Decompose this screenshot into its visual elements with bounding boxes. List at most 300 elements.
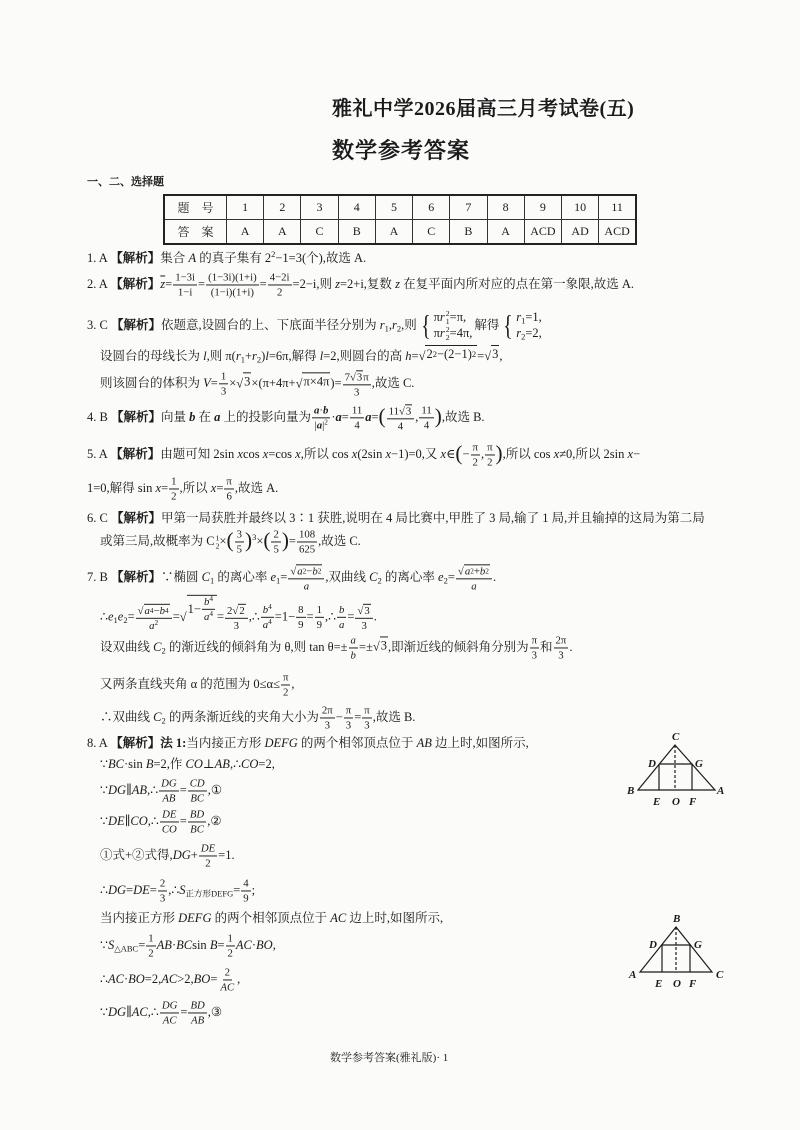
text-run: ,故选 C. (371, 375, 415, 390)
text-run: 的两个相邻顶点位于 (211, 910, 331, 925)
text-run: 【解析】法 1: (110, 735, 187, 750)
text-run: l (203, 348, 207, 363)
text-run: = (180, 1004, 188, 1019)
math-den (349, 649, 358, 662)
text-run: 由题可知 2sin (160, 446, 238, 461)
text-run: b (479, 565, 486, 578)
math-num (188, 808, 206, 822)
text-run: = (138, 937, 146, 952)
text-run: = (126, 882, 134, 897)
math-sq (138, 603, 170, 617)
text-run: ∴ (100, 609, 108, 624)
text-run: b (203, 595, 210, 608)
text-run: 1. A (87, 250, 111, 265)
label-vertex: A (717, 785, 725, 797)
text-run: a (203, 610, 210, 623)
label-vertex: D (648, 758, 656, 770)
math-frac (387, 403, 415, 432)
text-run: 2 (215, 541, 220, 550)
text-run: b (323, 404, 329, 417)
text-run: 2 (159, 877, 166, 890)
text-run: a (335, 409, 342, 424)
solution-8-line-2 (100, 756, 275, 772)
text-run: = (149, 882, 157, 897)
text-run: B (209, 937, 218, 952)
math-b (110, 736, 186, 750)
math-frac (224, 475, 233, 502)
text-run: AC (220, 981, 235, 994)
text-run: = (210, 971, 218, 986)
text-run: ,故选 A. (234, 480, 279, 495)
solution-8-line-8 (100, 932, 276, 959)
text-run: 依题意,设圆台的上、下底面半径分别为 (160, 317, 380, 332)
math-frac (315, 604, 324, 631)
math-frac (456, 563, 492, 592)
text-run: ∴双曲线 (100, 709, 154, 724)
math-num (235, 528, 244, 542)
text-run: ,所以 (179, 480, 211, 495)
text-run: 3 (233, 620, 240, 633)
text-run: 向量 (160, 409, 190, 424)
text-run: 的两个相邻顶点位于 (297, 735, 417, 750)
text-run: (1−3i)(1+i) (208, 271, 257, 284)
text-run: , (291, 676, 295, 691)
math-b (111, 318, 161, 332)
text-run: · (251, 937, 257, 952)
solution-7-line-2 (100, 594, 377, 632)
text-run: DG (161, 999, 178, 1012)
math-den (235, 543, 244, 556)
text-run: 在复平面内所对应的点在第一象限,故选 A. (399, 276, 634, 291)
text-run: 2 (239, 604, 245, 617)
math-frac (199, 842, 217, 869)
solution-8-line-6 (100, 877, 255, 904)
text-run: AC (161, 971, 178, 986)
math-i (190, 824, 204, 836)
math-frac (261, 601, 274, 632)
text-run: BD (190, 999, 205, 1012)
text-run: BO (128, 971, 145, 986)
label-vertex: B (627, 785, 635, 797)
text-run: · (123, 971, 129, 986)
math-b (110, 447, 160, 461)
text-run: AC (131, 1004, 148, 1019)
text-run: , (499, 348, 503, 363)
text-run: 的两条渐近线的夹角大小为 (165, 709, 319, 724)
math-rad (187, 595, 217, 623)
math-i (128, 972, 145, 986)
text-run: π (363, 371, 369, 384)
text-run: 2 (485, 566, 489, 576)
math-i (203, 376, 211, 390)
text-run: =2, (525, 326, 542, 340)
math-rsign (296, 377, 303, 390)
text-run: − (153, 604, 160, 617)
math-i (264, 736, 297, 750)
text-run: · (171, 937, 177, 952)
math-bcol (516, 310, 542, 341)
text-run: 集合 (160, 250, 189, 265)
text-run: 6. C (87, 510, 111, 525)
math-num (281, 671, 290, 685)
text-run: r (516, 326, 522, 340)
text-run: = (179, 813, 187, 828)
math-i (190, 999, 204, 1011)
text-run: 6 (226, 490, 232, 503)
math-sq (290, 563, 322, 577)
text-run: 1 (276, 575, 281, 586)
text-run: AB (131, 782, 148, 797)
question-number-cell: 8 (487, 195, 524, 220)
math-num (241, 877, 250, 891)
label-vertex: C (672, 731, 680, 743)
text-run: =cos (268, 446, 296, 461)
math-frac (218, 966, 236, 993)
text-run: 9 (316, 619, 322, 632)
text-run: × (256, 533, 264, 548)
math-num (206, 271, 259, 285)
solution-6-line-1 (87, 510, 705, 526)
math-num (349, 634, 358, 648)
math-rad (363, 604, 370, 617)
text-run: 2 (224, 966, 230, 979)
text-run: 边上时,如图所示, (346, 910, 444, 925)
math-sub (114, 943, 138, 953)
text-run: · (319, 404, 323, 417)
text-run: 2 (154, 618, 159, 628)
math-frac (281, 671, 290, 698)
math-i (339, 604, 344, 616)
math-brow (516, 310, 542, 326)
math-den (241, 892, 250, 905)
math-sq (232, 603, 245, 617)
text-run: 当内接正方形 (100, 910, 179, 925)
text-run: ,所以 cos (502, 446, 554, 461)
math-num (188, 777, 207, 791)
text-run: a (350, 634, 356, 647)
math-frac (296, 604, 305, 631)
math-frac (271, 528, 280, 555)
text-run: 4 (243, 877, 249, 890)
text-run: , (272, 937, 276, 952)
text-run: a (314, 404, 320, 417)
math-num (387, 403, 415, 419)
text-run: 【解析】 (110, 250, 161, 265)
math-rad (380, 636, 388, 653)
text-run: = (477, 348, 485, 363)
text-run: 2 (161, 645, 166, 656)
text-run: 5 (236, 543, 242, 556)
text-run: ·sin (123, 756, 146, 771)
text-run: ( (455, 441, 463, 466)
text-run: 2 (432, 349, 437, 360)
text-run: =4π, (449, 326, 473, 340)
math-sup (209, 609, 213, 618)
text-run: l (319, 348, 324, 363)
text-run: 3 (380, 638, 387, 653)
text-run: sin (192, 937, 210, 952)
text-run: = (161, 480, 169, 495)
text-run: ,则 (401, 317, 417, 332)
solution-8-line-5 (100, 842, 235, 869)
text-run: 2 (302, 566, 307, 576)
text-run: a (316, 419, 323, 432)
math-frac (343, 369, 371, 398)
text-run: a (214, 409, 221, 424)
text-run: 设双曲线 (100, 639, 154, 654)
text-run: C (201, 569, 210, 584)
triangle-figure-1 (620, 725, 730, 810)
text-run: = (288, 533, 296, 548)
math-frac (226, 932, 235, 959)
text-run: cos (242, 446, 263, 461)
text-run: = (216, 480, 224, 495)
text-run: x (385, 446, 392, 461)
text-run: 11 (388, 405, 399, 418)
text-run: + (190, 847, 198, 862)
text-run: 2 (205, 857, 211, 870)
text-run: △ABC (114, 943, 139, 954)
math-i (351, 634, 356, 646)
math-den (297, 543, 317, 556)
text-run: 4 (268, 616, 272, 626)
text-run: 4−2i (269, 271, 290, 284)
math-i (133, 883, 150, 897)
text-run: , (237, 971, 241, 986)
math-num (223, 966, 232, 980)
text-run: + (473, 565, 480, 578)
math-num (288, 563, 324, 579)
text-run: π (364, 704, 370, 717)
text-run: 1 (113, 614, 118, 625)
math-frac (350, 404, 364, 431)
text-run: 3. C (87, 317, 111, 332)
math-frac (297, 528, 317, 555)
text-run: 2 (445, 325, 450, 335)
math-i (162, 824, 177, 836)
math-i (471, 581, 476, 593)
text-run: x (440, 446, 447, 461)
text-run: =1, (525, 310, 542, 325)
math-num (224, 475, 233, 489)
solution-7-line-1 (87, 563, 496, 592)
math-frac (160, 999, 180, 1026)
math-den (281, 686, 290, 699)
math-den (275, 286, 284, 299)
text-run: 1 (384, 323, 389, 334)
math-den (352, 386, 361, 399)
math-i (108, 1005, 126, 1019)
text-run: = (127, 609, 135, 624)
text-run: 在 (195, 409, 215, 424)
text-run: 9 (298, 619, 304, 632)
math-sq (458, 563, 490, 577)
text-run: DE (107, 813, 125, 828)
text-run: 【解析】 (110, 446, 161, 461)
text-run: r (235, 348, 241, 363)
math-num (530, 634, 539, 648)
math-frac (554, 634, 569, 661)
math-num (312, 404, 330, 418)
text-run: l (265, 348, 269, 363)
math-bi (323, 404, 328, 416)
text-run: 2 (426, 347, 433, 361)
text-run: 7 (344, 371, 350, 384)
answer-cell: AD (561, 220, 598, 245)
text-run: ,∴ (229, 756, 242, 771)
text-run: = (216, 609, 225, 624)
text-run: ①式+②式得, (100, 847, 173, 862)
text-run: = (280, 569, 288, 584)
math-frac (188, 808, 206, 835)
text-run: CO (241, 756, 259, 771)
math-bcol (434, 310, 473, 342)
label-vertex: G (694, 939, 702, 951)
text-run: x (262, 446, 269, 461)
math-num (188, 999, 206, 1013)
text-run: ,∴ (147, 782, 159, 797)
text-run: DG (172, 847, 191, 862)
text-run: = (259, 276, 267, 291)
text-run: BC (176, 937, 193, 952)
text-run: ∵ (100, 937, 108, 952)
math-i (190, 793, 204, 805)
math-i (190, 808, 204, 820)
text-run: BC (190, 792, 205, 805)
math-frac (225, 603, 248, 632)
answer-cell: A (227, 220, 264, 245)
text-run: = (165, 276, 173, 291)
text-run: z (395, 276, 400, 291)
math-i (108, 757, 124, 771)
page-footer: 数学参考答案(雅礼版)· 1 (330, 1052, 449, 1064)
text-run: −(2−1) (436, 347, 472, 361)
text-run: =1− (274, 609, 296, 624)
text-run: = (198, 276, 206, 291)
text-run: 【解析】 (110, 569, 161, 584)
math-num (297, 528, 317, 542)
math-frac (235, 528, 244, 555)
label-vertex: O (672, 796, 680, 808)
math-rad (144, 604, 170, 617)
text-run: 2 (445, 333, 450, 343)
math-frac (344, 704, 353, 731)
question-number-cell: 5 (375, 195, 412, 220)
text-run: × (229, 375, 237, 390)
math-i (202, 570, 210, 584)
math-den (352, 419, 361, 432)
text-run: 2π (555, 634, 567, 647)
text-run: 3 (405, 405, 412, 418)
text-run: ,∴ (324, 609, 337, 624)
math-den (471, 456, 480, 469)
math-b (110, 277, 160, 291)
text-run: ∥ (126, 1004, 132, 1019)
text-run: r (392, 317, 397, 332)
math-frac (206, 271, 259, 298)
math-num (296, 604, 305, 618)
text-run: b (262, 603, 269, 616)
math-rsign (484, 350, 491, 363)
math-den (224, 490, 233, 503)
text-run: | (322, 419, 325, 432)
page-title: 雅礼中学2026届高三月考试卷(五) (332, 98, 635, 120)
text-run: (2sin (357, 446, 386, 461)
math-i (339, 619, 344, 631)
math-bg (263, 530, 270, 551)
math-i (162, 793, 175, 805)
text-run: = (371, 409, 379, 424)
text-run: ( (226, 528, 234, 553)
text-run: 3 (220, 385, 227, 398)
text-run: b (189, 409, 196, 424)
math-i (108, 972, 124, 986)
math-frac (146, 932, 155, 959)
math-num (350, 404, 364, 418)
solution-5-line-1 (87, 441, 640, 468)
text-run: 2 (521, 331, 526, 342)
text-run: ) (281, 528, 289, 553)
text-run: A (188, 250, 197, 265)
math-frac (159, 777, 179, 804)
question-number-cell: 10 (561, 195, 598, 220)
text-run: ∵椭圆 (160, 569, 202, 584)
math-sq (350, 369, 363, 383)
text-run: CO (161, 823, 177, 836)
solution-3-line-2 (100, 344, 502, 364)
math-rad (302, 372, 330, 389)
text-run: ( (378, 404, 386, 429)
text-run: AB (214, 756, 230, 771)
question-number-cell: 2 (264, 195, 301, 220)
text-run: − (335, 709, 343, 724)
text-run: 2 (271, 249, 276, 260)
text-run: 5. A (87, 446, 111, 461)
text-run: 5 (273, 543, 279, 556)
math-den (315, 618, 324, 631)
text-run: −1=3(个),故选 A. (275, 250, 367, 265)
math-i (256, 938, 273, 952)
text-run: =1. (218, 847, 235, 862)
solution-8-line-10 (100, 999, 222, 1026)
math-rsign (180, 610, 187, 623)
text-run: = (217, 937, 225, 952)
text-run: = (447, 569, 455, 584)
math-frac (173, 271, 197, 298)
text-run: ) (261, 348, 266, 363)
text-run: x (237, 446, 243, 461)
math-i (191, 1015, 204, 1027)
text-run: =2+i,复数 (339, 276, 396, 291)
text-run: 2π (321, 704, 333, 717)
text-run: 2 (227, 947, 233, 960)
text-run: =2−i,则 (292, 276, 336, 291)
text-run: r (516, 310, 522, 325)
text-run: AB (156, 937, 172, 952)
question-number-cell: 7 (450, 195, 487, 220)
text-run: 当内接正方形 (186, 735, 265, 750)
text-run: 或第三局,故概率为 C (100, 533, 215, 548)
text-run: =± (358, 639, 373, 654)
math-den (161, 1014, 179, 1027)
solution-8-line-9 (100, 966, 240, 993)
math-den (422, 419, 431, 432)
text-run: DE (162, 808, 177, 821)
solution-7-line-4 (100, 671, 295, 698)
math-den (530, 649, 539, 662)
math-num (219, 370, 228, 384)
text-run: b (339, 603, 345, 616)
